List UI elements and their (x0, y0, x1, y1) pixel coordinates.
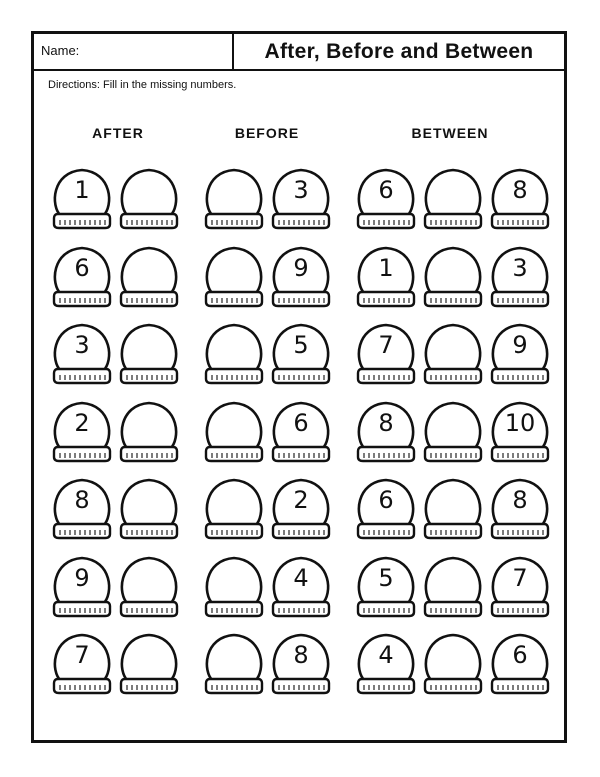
after-globe (49, 476, 115, 548)
globe-number: 2 (74, 408, 90, 437)
after-globe-blank[interactable] (116, 399, 182, 471)
before-globe-blank[interactable] (201, 554, 267, 626)
globe-number: 8 (378, 408, 394, 437)
before-globe-blank[interactable] (201, 244, 267, 316)
before-globe-blank[interactable] (201, 321, 267, 393)
column-heading-between: BETWEEN (411, 125, 489, 141)
column-heading-before: BEFORE (234, 125, 300, 141)
globe-number: 3 (512, 253, 528, 282)
snow-globe-outline (201, 166, 267, 238)
globe-number: 9 (74, 563, 90, 592)
snow-globe-outline (201, 321, 267, 393)
globe-number: 10 (504, 408, 536, 437)
snow-globe-outline (116, 166, 182, 238)
after-globe-blank[interactable] (116, 554, 182, 626)
globe-number: 4 (378, 641, 394, 669)
globe-number: 6 (512, 641, 528, 669)
directions-text: Directions: Fill in the missing numbers. (48, 79, 237, 91)
snow-globe-outline (116, 631, 182, 703)
snow-globe-outline (116, 399, 182, 471)
between-globe (487, 321, 553, 393)
between-globe (487, 554, 553, 626)
page-title: After, Before and Between (264, 39, 534, 63)
before-globe (268, 166, 334, 238)
globe-number: 8 (293, 641, 309, 669)
between-globe-blank[interactable] (420, 554, 486, 626)
before-globe-blank[interactable] (201, 166, 267, 238)
globe-number: 8 (512, 176, 528, 204)
globe-number: 6 (378, 176, 394, 204)
snow-globe-outline (116, 554, 182, 626)
before-globe (268, 244, 334, 316)
snow-globe-outline (116, 244, 182, 316)
between-globe-blank[interactable] (420, 166, 486, 238)
between-globe (487, 476, 553, 548)
after-globe-blank[interactable] (116, 631, 182, 703)
snow-globe-outline (201, 399, 267, 471)
globe-number: 6 (74, 253, 90, 282)
snow-globe-outline (116, 321, 182, 393)
between-globe (487, 166, 553, 238)
snow-globe-outline (420, 166, 486, 238)
between-globe-blank[interactable] (420, 476, 486, 548)
snow-globe-outline (201, 554, 267, 626)
between-globe (487, 399, 553, 471)
globe-number: 7 (378, 331, 394, 359)
after-globe-blank[interactable] (116, 166, 182, 238)
globe-number: 9 (293, 253, 309, 282)
before-globe (268, 476, 334, 548)
globe-number: 6 (293, 408, 309, 437)
after-globe-blank[interactable] (116, 476, 182, 548)
after-globe (49, 399, 115, 471)
between-globe-blank[interactable] (420, 631, 486, 703)
between-globe (353, 399, 419, 471)
after-globe (49, 166, 115, 238)
globe-number: 2 (293, 486, 309, 514)
between-globe (353, 476, 419, 548)
between-globe-blank[interactable] (420, 244, 486, 316)
between-globe (487, 244, 553, 316)
name-label: Name: (41, 43, 80, 58)
number-grid (34, 34, 564, 740)
globe-number: 4 (293, 563, 309, 592)
snow-globe-outline (201, 631, 267, 703)
between-globe (353, 244, 419, 316)
between-globe-blank[interactable] (420, 321, 486, 393)
snow-globe-outline (420, 244, 486, 316)
after-globe (49, 631, 115, 703)
globe-number: 7 (74, 641, 90, 669)
snow-globe-outline (420, 631, 486, 703)
column-heading-after: AFTER (92, 125, 144, 141)
globe-number: 1 (378, 253, 394, 282)
globe-number: 1 (74, 176, 90, 204)
between-globe-blank[interactable] (420, 399, 486, 471)
globe-number: 9 (512, 331, 528, 359)
snow-globe-outline (420, 321, 486, 393)
between-globe (487, 631, 553, 703)
globe-number: 8 (74, 486, 90, 514)
snow-globe-outline (420, 554, 486, 626)
before-globe (268, 631, 334, 703)
before-globe (268, 554, 334, 626)
snow-globe-outline (420, 399, 486, 471)
after-globe-blank[interactable] (116, 244, 182, 316)
snow-globe-outline (420, 476, 486, 548)
after-globe (49, 321, 115, 393)
snow-globe-outline (116, 476, 182, 548)
between-globe (353, 631, 419, 703)
between-globe (353, 166, 419, 238)
after-globe (49, 554, 115, 626)
before-globe-blank[interactable] (201, 399, 267, 471)
globe-number: 8 (512, 486, 528, 514)
snow-globe-outline (201, 476, 267, 548)
snow-globe-outline (201, 244, 267, 316)
between-globe (353, 554, 419, 626)
globe-number: 7 (512, 563, 528, 592)
after-globe-blank[interactable] (116, 321, 182, 393)
globe-number: 5 (293, 331, 309, 359)
after-globe (49, 244, 115, 316)
globe-number: 5 (378, 563, 394, 592)
globe-number: 3 (293, 176, 309, 204)
worksheet (31, 31, 567, 743)
before-globe-blank[interactable] (201, 631, 267, 703)
globe-number: 6 (378, 486, 394, 514)
globe-number: 3 (74, 331, 90, 359)
before-globe-blank[interactable] (201, 476, 267, 548)
before-globe (268, 399, 334, 471)
between-globe (353, 321, 419, 393)
before-globe (268, 321, 334, 393)
